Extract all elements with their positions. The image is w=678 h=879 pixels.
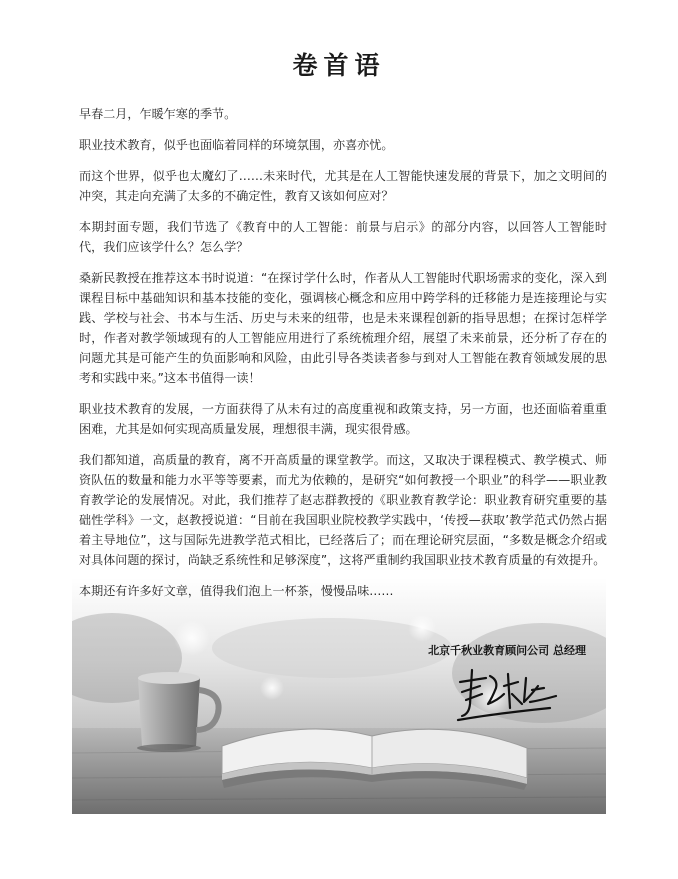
signature-organization: 北京千秋业教育顾问公司 总经理 <box>428 644 586 657</box>
paragraph: 早春二月，乍暖乍寒的季节。 <box>79 107 237 121</box>
page-title: 卷首语 <box>292 51 386 80</box>
paragraph: 职业技术教育，似乎也面临着同样的环境氛围，亦喜亦忧。 <box>79 138 394 152</box>
paragraph: 我们都知道，高质量的教育，离不开高质量的课堂教学。而这，又取决于课程模式、教学模式、师资队伍的数量和能力水平等等要素，而尤为依赖的，是研究“如何教授一个职业”的科学——职业教育教学论的发展情况。对此，我们推荐了赵志群教授的《职业教育教学论：职业教育研究重要的基础性学科》一文，赵教授说道：“目前在我国职业院校教学实践中，‘传授—获取’教学范式仍然占据着主导地位”，这与国际先进教学范式相比，已经落后了；而在理论研究层面，“多数是概念介绍或对具体问题的探讨，尚缺乏系统性和足够深度”，这将严重制约我国职业技术教育质量的有效提升。 <box>79 453 607 567</box>
paragraph: 本期还有许多好文章，值得我们泡上一杯茶，慢慢品味…… <box>79 584 394 598</box>
paragraph: 桑新民教授在推荐这本书时说道：“在探讨学什么时，作者从人工智能时代职场需求的变化，深入到课程目标中基础知识和基本技能的变化，强调核心概念和应用中跨学科的迁移能力是连接理论与实践、学校与社会、书本与生活、历史与未来的纽带，也是未来课程创新的指导思想；在探讨怎样学时，作者对教学领域现有的人工智能应用进行了系统梳理介绍，展望了未来前景，还分析了存在的问题尤其是可能产生的负面影响和风险，由此引导各类读者参与到对人工智能在教育领域发展的思考和实践中来。”这本书值得一读！ <box>79 271 607 385</box>
paragraph: 职业技术教育的发展，一方面获得了从未有过的高度重视和政策支持，另一方面，也还面临着重重困难，尤其是如何实现高质量发展，理想很丰满，现实很骨感。 <box>79 402 607 436</box>
paragraph: 本期封面专题，我们节选了《教育中的人工智能：前景与启示》的部分内容，以回答人工智能时代，我们应该学什么？怎么学？ <box>79 220 607 254</box>
paragraph: 而这个世界，似乎也太魔幻了……未来时代，尤其是在人工智能快速发展的背景下，加之文明间的冲突，其走向充满了太多的不确定性，教育又该如何应对？ <box>79 169 607 203</box>
handwritten-signature <box>452 664 562 724</box>
editorial-body <box>79 104 607 612</box>
